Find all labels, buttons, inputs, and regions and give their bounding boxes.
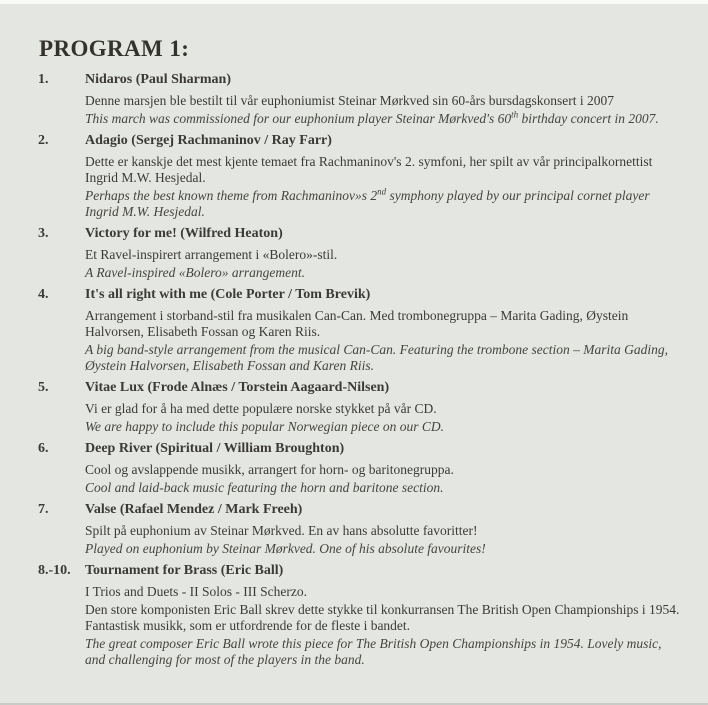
track-body: [85, 72, 680, 129]
en-segment: This march was commissioned for our euphonium player Steinar Mørkved's 60: [85, 111, 512, 126]
track-body: [85, 380, 680, 437]
track-number: 1.: [38, 72, 49, 87]
track-title: Valse (Rafael Mendez / Mark Freeh): [85, 502, 303, 517]
ordinal-suffix: nd: [377, 186, 387, 197]
track-description-en: Played on euphonium by Steinar Mørkved. One of his absolute favourites!: [85, 541, 486, 556]
track-body: [85, 441, 680, 498]
track-number: 6.: [38, 441, 49, 456]
track-description-en: Cool and laid-back music featuring the horn and baritone section.: [85, 480, 444, 495]
track-entry-5: [38, 380, 680, 437]
track-title: Nidaros (Paul Sharman): [85, 72, 231, 87]
track-body: [85, 563, 680, 670]
track-description-no: Cool og avslappende musikk, arrangert for horn- og baritonegruppa.: [85, 462, 454, 477]
track-title: It's all right with me (Cole Porter / Tom Brevik): [85, 287, 371, 302]
track-number: 7.: [38, 502, 49, 517]
track-description-en: We are happy to include this popular Norwegian piece on our CD.: [85, 419, 444, 434]
track-number: 2.: [38, 133, 49, 148]
track-description-no: Spilt på euphonium av Steinar Mørkved. En av hans absolutte favoritter!: [85, 523, 478, 538]
ordinal-suffix: th: [511, 109, 519, 120]
track-body: [85, 502, 680, 559]
track-entry-4: [38, 287, 680, 376]
track-body: [85, 226, 680, 283]
en-segment: symphony played by our principal cornet player Ingrid M.W. Hesjedal.: [85, 188, 650, 219]
track-description-no: Et Ravel-inspirert arrangement i «Bolero»-stil.: [85, 247, 338, 262]
track-entry-6: [38, 441, 680, 498]
track-title: Victory for me! (Wilfred Heaton): [85, 226, 283, 241]
track-description-en: A big band-style arrangement from the musical Can-Can. Featuring the trombone section – Marita Gading, Øystein Halvorsen, Elisabeth Fossan and Karen Riis.: [85, 342, 668, 373]
track-description-en: A Ravel-inspired «Bolero» arrangement.: [85, 265, 305, 280]
track-body: [85, 287, 680, 376]
track-entry-2: [38, 133, 680, 222]
track-movements: I Trios and Duets - II Solos - III Scherzo.: [85, 584, 307, 599]
track-entry-1: [38, 72, 680, 129]
track-description-no: Den store komponisten Eric Ball skrev dette stykke til konkurransen The British Open Championships i 1954. Fantastisk musikk, som er utfordrende for de fleste i bandet.: [85, 602, 680, 633]
en-segment: Perhaps the best known theme from Rachmaninov»s 2: [85, 188, 378, 203]
track-number: 8.-10.: [38, 563, 71, 578]
track-title: Deep River (Spiritual / William Broughton): [85, 441, 345, 456]
track-title: Vitae Lux (Frode Alnæs / Torstein Aagaard-Nilsen): [85, 380, 390, 395]
en-segment: birthday concert in 2007.: [518, 111, 659, 126]
page-top-edge: [0, 0, 708, 4]
track-description-en: [85, 188, 680, 220]
track-description-en: [85, 111, 680, 127]
track-number: 3.: [38, 226, 49, 241]
track-title: Adagio (Sergej Rachmaninov / Ray Farr): [85, 133, 332, 148]
track-description-no: Denne marsjen ble bestilt til vår euphoniumist Steinar Mørkved sin 60-års bursdagskonsert i 2007: [85, 93, 615, 108]
track-entry-3: [38, 226, 680, 283]
track-number: 4.: [38, 287, 49, 302]
track-body: [85, 133, 680, 222]
track-title: Tournament for Brass (Eric Ball): [85, 563, 284, 578]
track-number: 5.: [38, 380, 49, 395]
track-description-en: The great composer Eric Ball wrote this piece for The British Open Championships in 1954. Lovely music, and challenging for most of the players in the band.: [85, 636, 662, 667]
track-description-no: Vi er glad for å ha med dette populære norske stykket på vår CD.: [85, 401, 437, 416]
track-description-no: Arrangement i storband-stil fra musikalen Can-Can. Med trombonegruppa – Marita Gading, Øystein Halvorsen, Elisabeth Fossan og Karen Riis.: [85, 308, 629, 339]
track-entry-7: [38, 502, 680, 559]
track-list: [38, 72, 680, 670]
track-description-no: Dette er kanskje det mest kjente temaet fra Rachmaninov's 2. symfoni, her spilt av vår principalkornettist Ingrid M.W. Hesjedal.: [85, 154, 653, 185]
page-title: PROGRAM 1:: [39, 36, 190, 61]
track-entry-8-10: [38, 563, 680, 670]
